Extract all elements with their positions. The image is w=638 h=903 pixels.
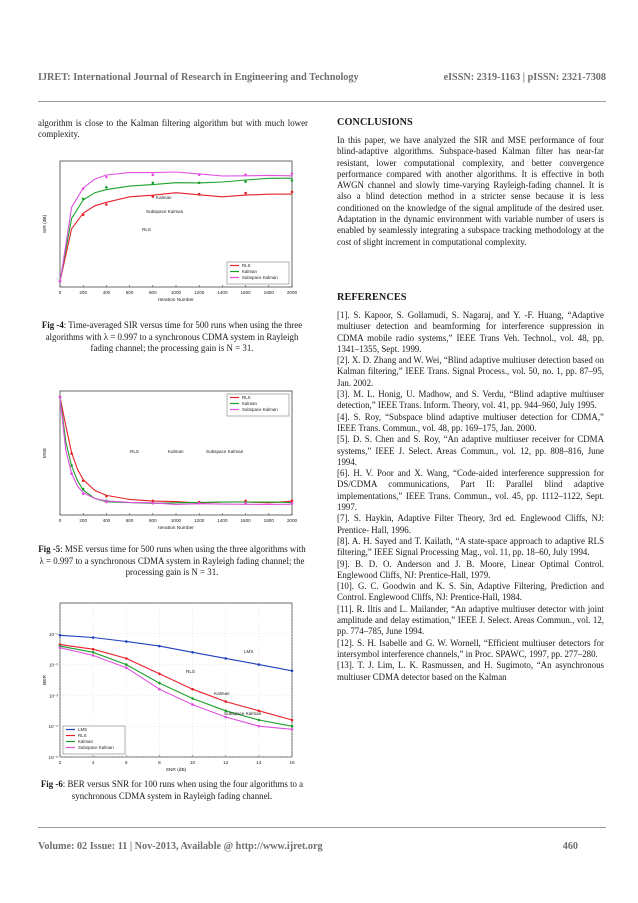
x-tick-label: 6 <box>125 760 128 765</box>
x-tick-label: 1000 <box>170 518 182 523</box>
data-point <box>198 182 201 185</box>
annotation-label: RLS <box>142 227 151 232</box>
reference-item: [9]. B. D. O. Anderson and J. B. Moore, Linear Optimal Control. Englewood Cliffs, NJ: Prentice-Hall, 1979. <box>337 558 604 580</box>
data-point <box>244 173 247 176</box>
footer-rule <box>38 827 606 828</box>
fig5-chart <box>38 383 300 531</box>
data-point <box>105 495 108 498</box>
data-point <box>82 492 85 495</box>
x-tick-label: 14 <box>256 760 262 765</box>
x-tick-label: 800 <box>148 518 157 523</box>
annotation-label: Kalman <box>214 691 230 696</box>
annotation-label: RLS <box>186 669 195 674</box>
legend-label: RLS <box>242 263 251 268</box>
data-point <box>92 651 95 654</box>
x-tick-label: 400 <box>102 518 111 523</box>
annotation-label: LMS <box>244 649 254 654</box>
data-point <box>158 682 161 685</box>
fig5-label: Fig -5 <box>38 544 61 554</box>
x-tick-label: 800 <box>148 290 157 295</box>
reference-item: [4]. S. Roy, “Subspace blind adaptive multiuser detection for CDMA,” IEEE Trans. Commun., vol. 48, pp. 169–175, Jan. 2000. <box>337 411 604 433</box>
fig4-caption <box>38 320 306 355</box>
fig4-caption-text: : Time-averaged SIR versus time for 500 runs when using the three algorithms with λ = 0.997 to a synchronous CDMA system in Rayleigh fading channel; the processing gain is N = 31. <box>45 320 303 354</box>
data-point <box>125 640 128 643</box>
data-point <box>224 716 227 719</box>
data-point <box>152 500 155 503</box>
annotation-label: Subspace Kalman <box>206 449 244 454</box>
data-point <box>70 452 73 455</box>
figure-6 <box>38 595 300 773</box>
data-point <box>82 214 85 217</box>
x-tick-label: 0 <box>58 518 62 523</box>
header-rule <box>38 101 606 102</box>
data-point <box>92 636 95 639</box>
legend-label: RLS <box>78 733 87 738</box>
x-tick-label: 1200 <box>194 518 205 523</box>
data-point <box>291 191 294 194</box>
data-point <box>258 663 261 666</box>
legend-label: RLS <box>242 395 251 400</box>
legend-label: Subspace Kalman <box>242 275 278 280</box>
data-point <box>224 657 227 660</box>
data-point <box>244 180 247 183</box>
legend-label: LMS <box>78 727 88 732</box>
x-tick-label: 400 <box>102 290 111 295</box>
y-tick-label: 10⁻¹ <box>48 631 58 637</box>
data-point <box>244 502 247 505</box>
data-point <box>82 480 85 483</box>
x-tick-label: 2000 <box>286 518 298 523</box>
legend-label: Subspace Kalman <box>242 407 278 412</box>
data-point <box>198 173 201 176</box>
data-point <box>191 697 194 700</box>
legend-label: Subspace Kalman <box>78 745 114 750</box>
y-tick-label: 10⁻² <box>48 662 58 668</box>
data-point <box>244 192 247 195</box>
data-point <box>291 728 294 731</box>
x-tick-label: 1800 <box>263 518 274 523</box>
data-point <box>92 654 95 657</box>
fig6-label: Fig -6 <box>40 779 63 789</box>
y-axis-label: SIR (dB) <box>43 214 48 234</box>
x-tick-label: 16 <box>289 760 295 765</box>
x-tick-label: 2 <box>58 760 62 765</box>
running-footer <box>38 841 578 852</box>
x-tick-label: 4 <box>91 760 95 765</box>
annotation-label: Subspace Kalman <box>224 711 262 716</box>
data-point <box>59 396 62 399</box>
x-tick-label: 8 <box>158 760 161 765</box>
issn: eISSN: 2319-1163 | pISSN: 2321-7308 <box>443 72 606 83</box>
data-point <box>158 645 161 648</box>
data-point <box>125 666 128 669</box>
reference-item: [10]. G. C. Goodwin and K. S. Sin, Adaptive Filtering, Prediction and Control. Englewood Cliffs, NJ: Prentice-Hall, 1984. <box>337 581 604 603</box>
data-point <box>125 657 128 660</box>
fig4-label: Fig -4 <box>41 320 64 330</box>
data-point <box>258 719 261 722</box>
data-point <box>158 688 161 691</box>
data-point <box>82 198 85 201</box>
legend-label: Kalman <box>242 401 257 406</box>
fig5-caption-text: : MSE versus time for 500 runs when using the three algorithms with λ = 0.997 to a synchronous CDMA system in Rayleigh fading channel; the processing gain is N = 31. <box>39 544 306 578</box>
data-point <box>82 488 85 491</box>
x-tick-label: 200 <box>79 518 88 523</box>
y-axis-label: MSE <box>43 447 48 459</box>
data-point <box>59 634 62 637</box>
x-tick-label: 1400 <box>217 290 228 295</box>
data-point <box>291 725 294 728</box>
data-point <box>125 663 128 666</box>
data-point <box>258 725 261 728</box>
data-point <box>105 176 108 179</box>
fig5-caption <box>38 544 306 579</box>
data-point <box>224 700 227 703</box>
reference-item: [12]. S. H. Isabelle and G. W. Wornell, “Efficient multiuser detectors for intersymbol interference channels,” in Proc. SPAWC, 1997, pp. 277–280. <box>337 637 604 659</box>
data-point <box>59 280 62 283</box>
reference-item: [5]. D. S. Chen and S. Roy, “An adaptive multiuser receiver for CDMA systems,” IEEE J. Select. Areas Commun., vol. 12, pp. 808–816, June 1994. <box>337 434 604 467</box>
fig4-chart <box>38 153 300 303</box>
x-tick-label: 1600 <box>240 290 251 295</box>
data-point <box>291 172 294 175</box>
x-tick-label: 1800 <box>263 290 274 295</box>
x-tick-label: 0 <box>58 290 62 295</box>
figure-4 <box>38 153 300 303</box>
legend-label: Kalman <box>242 269 257 274</box>
annotation-label: Kalman <box>168 449 184 454</box>
data-point <box>59 646 62 649</box>
data-point <box>291 500 294 503</box>
page-number: 460 <box>562 841 578 852</box>
data-point <box>291 670 294 673</box>
reference-item: [1]. S. Kapoor, S. Gollamudi, S. Nagaraj, and Y. -F. Huang, “Adaptive multiuser detection and beamforming for interference suppression in CDMA mobile radio systems,” IEEE Trans Veh. Technol., vol. 48, pp. 1341–1355, Sept. 1999. <box>337 310 604 354</box>
data-point <box>70 464 73 467</box>
intro-text: algorithm is close to the Kalman filtering algorithm but with much lower complexity. <box>38 118 308 139</box>
x-tick-label: 1600 <box>240 518 251 523</box>
x-axis-label: Iteration Number <box>158 298 194 303</box>
reference-item: [8]. A. H. Sayed and T. Kailath, “A state-space approach to adaptive RLS filtering,” IEEE Signal Processing Mag., vol. 11, pp. 18–60, July 1994. <box>337 535 604 558</box>
data-point <box>152 173 155 176</box>
x-tick-label: 600 <box>125 290 134 295</box>
x-axis-label: Iteration Number <box>158 526 194 531</box>
data-point <box>82 187 85 190</box>
data-point <box>191 688 194 691</box>
data-point <box>291 719 294 722</box>
data-point <box>291 502 294 505</box>
x-tick-label: 1400 <box>217 518 228 523</box>
fig6-caption-text: : BER versus SNR for 100 runs when using the four algorithms to a synchronous CDMA system in Rayleigh fading channel. <box>62 779 304 801</box>
references-list <box>337 310 604 683</box>
data-point <box>70 472 73 475</box>
data-point <box>198 502 201 505</box>
fig6-caption <box>38 779 306 802</box>
y-axis-label: BER <box>43 675 48 685</box>
data-point <box>105 186 108 189</box>
journal-name: IJRET: International Journal of Research in Engineering and Technology <box>38 72 359 83</box>
annotation-label: Subspace Kalman <box>146 209 184 214</box>
x-axis-label: SNR (dB) <box>165 768 187 773</box>
conclusions-text: In this paper, we have analyzed the SIR and MSE performance of four blind-adaptive algorithms. Subspace-based Kalman filter has near-far resistant, lower computational complexity, and better convergence performance compared with another algorithms. It is effective in both AWGN channel and slowly time-varying Rayleigh-fading channel. It is also a blind detection method in a stricter sense because it is less conditioned on the knowledge of the signal amplitude of the desired user. Adaptation in the dynamic environment with variable number of users is enabled by seamlessly integrating a subspace tracking methodology at the cost of slight increment in computational complexity. <box>337 135 604 247</box>
reference-item: [2]. X. D. Zhang and W. Wei, “Blind adaptive multiuser detection based on Kalman filtering,” IEEE Trans. Signal Process., vol. 50, no. 1, pp. 87–95, Jan. 2002. <box>337 355 604 388</box>
x-tick-label: 600 <box>125 518 134 523</box>
data-point <box>191 703 194 706</box>
y-tick-label: 10⁻⁵ <box>48 755 58 760</box>
running-header <box>38 72 606 83</box>
annotation-label: RLS <box>130 449 139 454</box>
reference-item: [11]. R. Iltis and L. Mailander, “An adaptive multiuser detector with joint amplitude and delay estimation,” IEEE J. Select. Areas Commun., vol. 12, pp. 774–785, June 1994. <box>337 603 604 637</box>
data-point <box>105 203 108 206</box>
y-tick-label: 10⁻⁴ <box>48 724 58 730</box>
references-heading: REFERENCES <box>337 292 407 303</box>
x-tick-label: 200 <box>79 290 88 295</box>
reference-item: [3]. M. L. Honig, U. Madhow, and S. Verdu, “Blind adaptive multiuser detection,” IEEE Trans. Inform. Theory, vol. 41, pp. 944–960, July 1995. <box>337 389 604 411</box>
conclusions-heading: CONCLUSIONS <box>337 117 413 128</box>
footer-volume: Volume: 02 Issue: 11 | Nov-2013, Available @ http://www.ijret.org <box>38 841 323 852</box>
data-point <box>105 501 108 504</box>
reference-item: [7]. S. Haykin, Adaptive Filter Theory, 3rd ed. Englewood Cliffs, NJ: Prentice- Hall, 1996. <box>337 513 604 535</box>
data-point <box>92 648 95 651</box>
data-point <box>152 182 155 185</box>
data-point <box>158 673 161 676</box>
x-tick-label: 10 <box>190 760 196 765</box>
fig6-chart <box>38 595 300 773</box>
reference-item: [13]. T. J. Lim, L. K. Rasmussen, and H. Sugimoto, “An asynchronous multiuser CDMA detector based on the Kalman <box>337 660 604 682</box>
legend-label: Kalman <box>78 739 93 744</box>
figure-5 <box>38 383 300 531</box>
data-point <box>152 195 155 198</box>
y-tick-label: 10⁻³ <box>48 693 58 699</box>
x-tick-label: 2000 <box>286 290 298 295</box>
data-point <box>191 651 194 654</box>
data-point <box>198 193 201 196</box>
reference-item: [6]. H. V. Poor and X. Wang, “Code-aided interference suppression for DS/CDMA communications, Part II: Parallel blind adaptive implementations,” IEEE Trans. Commun., vol. 45, pp. 1112–1122, Sept. 1997. <box>337 468 604 513</box>
annotation-label: Kalman <box>156 195 172 200</box>
data-point <box>152 502 155 505</box>
x-tick-label: 12 <box>223 760 229 765</box>
data-point <box>291 179 294 182</box>
x-tick-label: 1200 <box>194 290 205 295</box>
x-tick-label: 1000 <box>170 290 182 295</box>
